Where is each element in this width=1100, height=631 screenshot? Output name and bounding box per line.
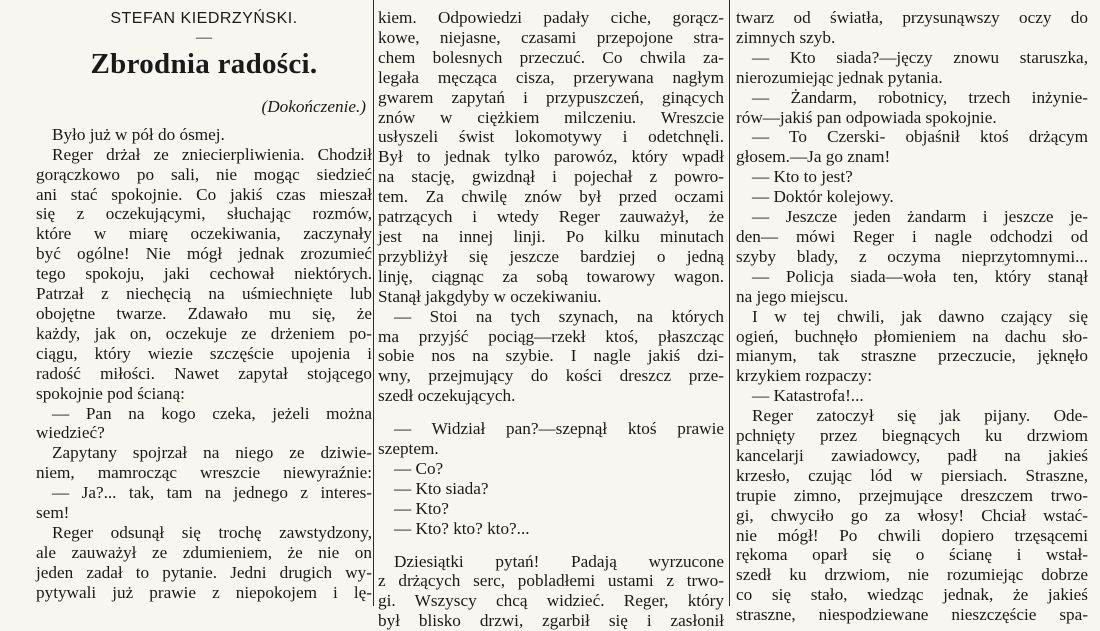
text-line: nierozumiejąc jednak pytania.	[736, 67, 943, 87]
text-line: gi, chwyciło go za włosy! Chciał wstać-	[736, 505, 1088, 525]
text-line: — Żandarm, robotnicy, trzech inżynie-	[752, 87, 1088, 107]
text-line: linję, ciągnąc za sobą towarowy wagon.	[378, 266, 724, 286]
text-line: rękoma oparł się o ścianę i wstał-	[736, 545, 1088, 565]
text-line: się z oczekującymi, słuchając rozmów,	[36, 204, 372, 224]
text-line: Reger odsunął się trochę zawstydzony,	[52, 522, 372, 542]
text-line: — Katastrofa!...	[752, 386, 864, 406]
text-line: krzykiem rozpaczy:	[736, 366, 872, 386]
text-line: gi. Wszyscy chcą widzieć. Reger, który	[378, 591, 724, 611]
text-line: twarz od światła, przysunąwszy oczy do	[736, 8, 1088, 27]
text-line: — Widział pan?—szepnął ktoś prawie	[394, 419, 724, 439]
column-3	[736, 8, 1088, 625]
text-line: każdy, jak on, oczekuje ze drżeniem po-	[36, 323, 372, 343]
text-line: szeptem.	[378, 439, 439, 459]
text-line: ma przyjść pociąg—rzekł ktoś, płaszcząc	[378, 326, 724, 346]
text-line: legała męcząca cisza, przerywana nagłym	[378, 67, 724, 87]
text-line: straszne, niespodziewane nieszczęście spa-	[736, 605, 1088, 625]
text-line: tego spokoju, jaki cechował niektórych.	[36, 264, 372, 284]
text-line: ani stać spokojnie. Co jakiś czas mieszał	[36, 184, 372, 204]
text-line: na jego miejscu.	[736, 286, 849, 306]
text-line: Stanął jakgdyby w oczekiwaniu.	[378, 286, 602, 306]
author-byline: STEFAN KIEDRZYŃSKI.	[110, 10, 298, 27]
column-rule	[729, 0, 730, 606]
text-line: pchnięty przez biegnących ku drzwiom	[736, 426, 1088, 446]
text-line: kiem. Odpowiedzi padały ciche, gorącz-	[378, 8, 724, 27]
text-line: — Doktór kolejowy.	[752, 187, 894, 207]
text-line: niem, mamrocząc wreszcie niewyraźnie:	[36, 463, 372, 483]
text-line: szyby blady, z oczyma nieprzytomnymi...	[736, 246, 1088, 266]
text-line: — To Czerski- objaśnił ktoś drżącym	[752, 127, 1088, 147]
continuation-note: (Dokończenie.)	[261, 96, 366, 116]
text-line: być ogólne! Nie mógł jednak zrozumieć	[36, 244, 372, 264]
text-line: — Policja siada—woła ten, który stanął	[752, 266, 1088, 286]
text-line: sobie nos na szybie. I nagle jakiś dzi-	[378, 346, 724, 366]
text-line: — Kto to jest?	[752, 167, 853, 187]
text-line: Było już w pół do ósmej.	[52, 124, 225, 144]
text-line: — Pan na kogo czeka, jeżeli można	[52, 403, 372, 423]
text-line: patrzących i wtedy Reger zauważył, że	[378, 207, 724, 227]
text-line: znów w ciężkiem milczeniu. Wreszcie	[378, 107, 724, 127]
text-line: kowe, niejasne, czasami przepojone stra-	[378, 27, 724, 47]
text-line: — Kto? kto? kto?...	[394, 518, 530, 538]
text-line: Dziesiątki pytań! Padają wyrzucone	[394, 551, 724, 571]
text-line: głosem.—Ja go znam!	[736, 147, 891, 167]
text-line: nie mógł! Po chwili dopiero trzęsącemi	[736, 525, 1088, 545]
text-line: — Kto?	[394, 498, 449, 518]
text-line: pytywali już prawie z niepokojem i lę-	[36, 582, 372, 602]
text-line: sem!	[36, 503, 70, 523]
text-line: zimnych szyb.	[736, 27, 836, 47]
text-line: trupie zimno, przejmujące dreszczem trwo-	[736, 485, 1088, 505]
paragraph-gap	[378, 406, 724, 419]
text-line: obojętne twarze. Zdawało mu się, że	[36, 303, 372, 323]
text-line: jest na innej linji. Po kilku minutach	[378, 226, 724, 246]
text-line: Reger zatoczył się jak pijany. Ode-	[752, 406, 1088, 426]
text-line: co się stało, wiedząc jednak, że jakieś	[736, 585, 1088, 605]
text-line: ogień, buchnęło płomieniem na dachu sło-	[736, 326, 1088, 346]
text-line: — Kto siada?—jęczy znowu staruszka,	[752, 47, 1088, 67]
text-line: był blisko drzwi, zgarbił się i zasłonił	[378, 611, 724, 631]
text-line: Reger drżał ze zniecierpliwienia. Chodził	[52, 144, 372, 164]
text-line: które w miarę oczekiwania, zaczynały	[36, 224, 372, 244]
text-line: — Stoi na tych szynach, na których	[394, 306, 724, 326]
text-line: — Co?	[394, 458, 444, 478]
article-title: Zbrodnia radości.	[90, 47, 318, 80]
text-line: tem. Za chwilę znów był przed oczami	[378, 187, 724, 207]
text-line: ale zauważył ze zdumieniem, że nie on	[36, 542, 372, 562]
text-line: spokojnie pod ścianą:	[36, 383, 185, 403]
column-rule	[373, 0, 374, 606]
text-line: Patrzał z niechęcią na uśmiechnięte lub	[36, 284, 372, 304]
text-line: mianym, tak straszne przeczucie, jęknęło	[736, 346, 1088, 366]
text-line: chem bolesnych przeczuć. Co chwila za-	[378, 47, 724, 67]
title-dash: —	[196, 28, 212, 46]
text-line: na stację, gwizdnął i pojechał z powro-	[378, 167, 724, 187]
text-line: szedł oczekujących.	[378, 386, 516, 406]
text-line: gwarem zapytań i przypuszczeń, ginących	[378, 87, 724, 107]
column-2	[378, 8, 724, 631]
text-line: rów—jakiś pan odpowiada spokojnie.	[736, 107, 997, 127]
column-1	[36, 8, 372, 606]
text-line: — Jeszcze jeden żandarm i jeszcze je-	[752, 207, 1088, 227]
text-line: — Kto siada?	[394, 478, 489, 498]
text-line: usłyszeli świst lokomotywy i odetchnęli.	[378, 127, 724, 147]
text-line: z drżących serc, pobladłemi ustami z trwo-	[378, 571, 724, 591]
text-line: — Ja?... tak, tam na jednego z interes-	[52, 483, 372, 503]
text-line: jeden zadał to pytanie. Jedni drugich wy-	[36, 562, 372, 582]
text-line: ciągu, który wiezie szczęście upojenia i	[36, 343, 372, 363]
paragraph-gap	[378, 539, 724, 552]
text-line: przybliżył się jeszcze bardziej o jedną	[378, 246, 724, 266]
text-line: Był to jednak tylko parowóz, który wpadł	[378, 147, 724, 167]
text-line: I w tej chwili, jak dawno czający się	[752, 306, 1088, 326]
text-line: krzesło, czując lód w piersiach. Straszne,	[736, 465, 1088, 485]
text-line: den— mówi Reger i nagle odchodzi od	[736, 226, 1088, 246]
text-line: Zapytany spojrzał na niego ze dziwie-	[52, 443, 372, 463]
text-line: wny, przejmujący do kości dreszcz prze-	[378, 366, 724, 386]
text-line: radość miłości. Nawet zapytał stojącego	[36, 363, 372, 383]
text-line: gorączkowo po sali, nie mogąc siedzieć	[36, 164, 372, 184]
text-line: szedł ku drzwiom, nie rozumiejąc dobrze	[736, 565, 1088, 585]
text-line: wiedzieć?	[36, 423, 105, 443]
text-line: kancelarji zawiadowcy, padł na jakieś	[736, 445, 1088, 465]
